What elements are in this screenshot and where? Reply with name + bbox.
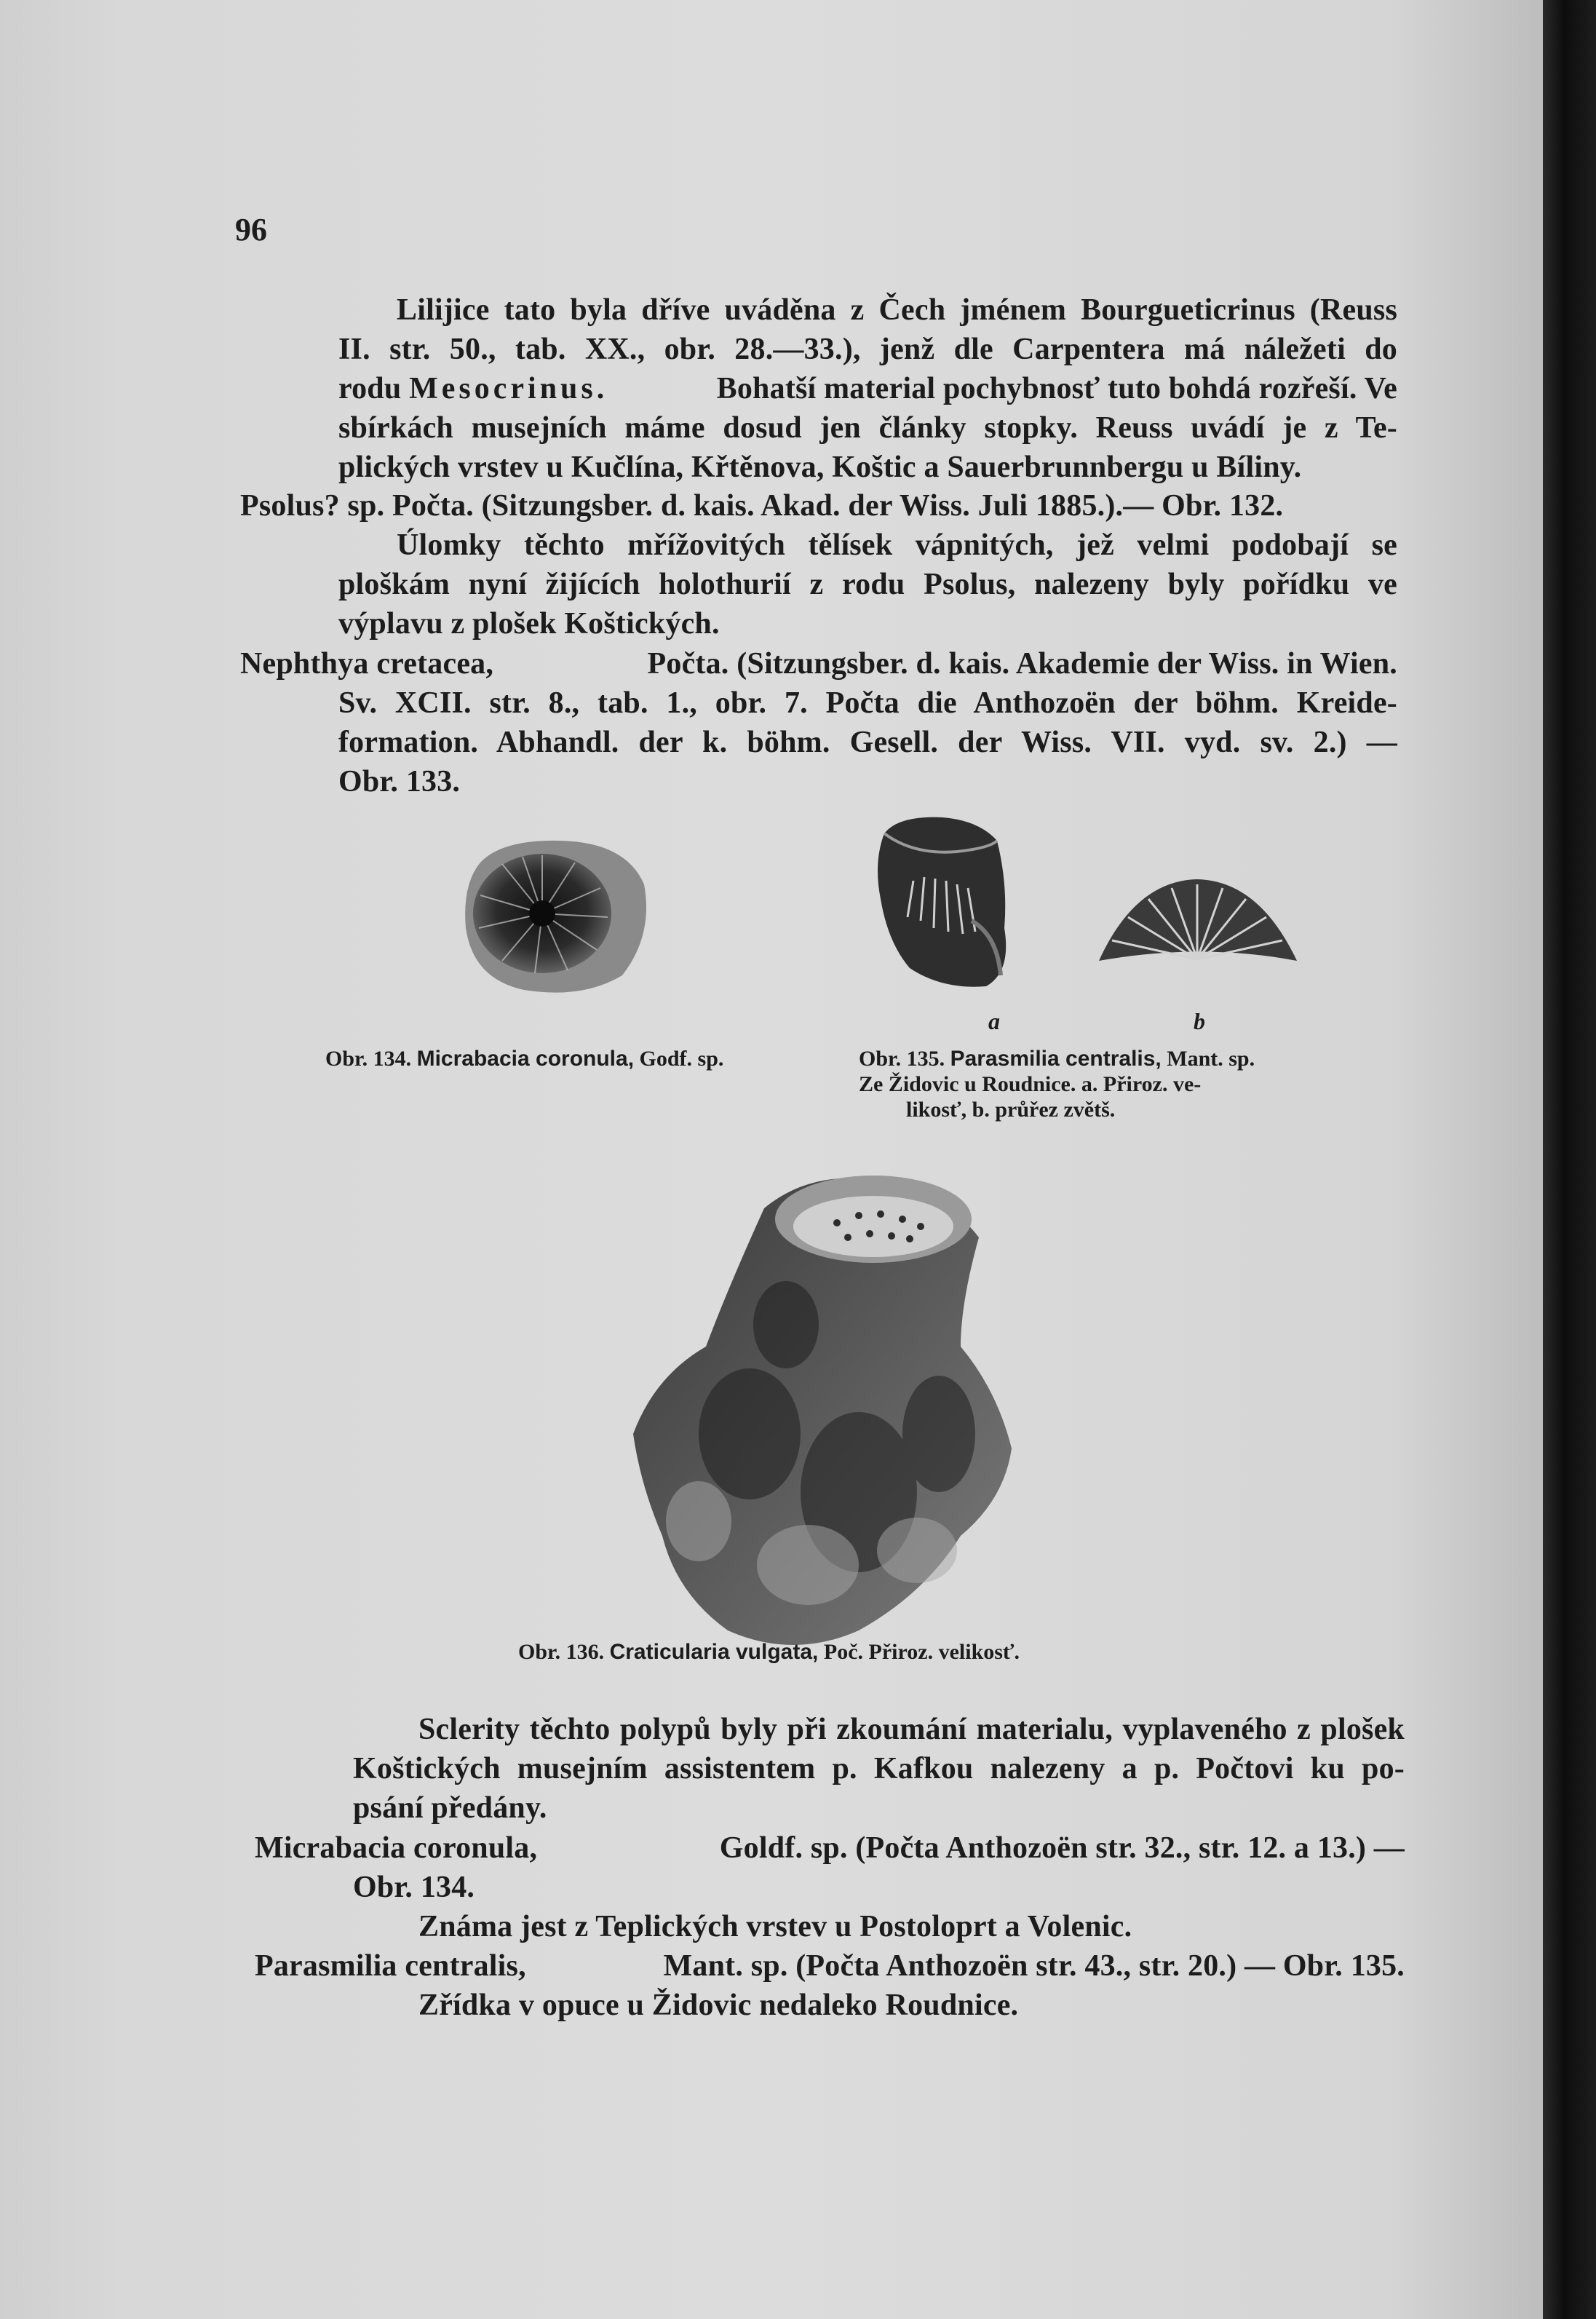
text-line: II. str. 50., tab. XX., obr. 28.—33.), jenž dle Carpentera má náležeti do	[338, 333, 1397, 366]
text-line: výplavu z plošek Koštických.	[338, 607, 720, 641]
text-line: Zřídka v opuce u Židovic nedaleko Roudnice.	[418, 1989, 1019, 2022]
caption-species: Micrabacia coronula,	[416, 1047, 635, 1071]
figure-136-caption	[518, 1641, 1020, 1663]
text-fragment: Bohatší material pochybnosť tuto bohdá rozřeší. Ve	[716, 372, 1397, 405]
figure-135-caption-line3: likosť, b. průřez zvětš.	[906, 1098, 1116, 1122]
species-heading: Psolus?	[240, 489, 340, 523]
text-line: psání předány.	[353, 1791, 547, 1825]
page-edge-shadow	[1543, 0, 1596, 2319]
species-heading: Nephthya cretacea,	[240, 647, 494, 681]
text-line: Sclerity těchto polypů byly při zkoumání materialu, vyplaveného z plošek	[418, 1713, 1405, 1746]
caption-number: Obr. 135.	[859, 1047, 945, 1071]
text-line: plických vrstev u Kučlína, Křtěnova, Koštic a Sauerbrunnbergu u Bíliny.	[338, 451, 1302, 484]
text-line: formation. Abhandl. der k. böhm. Gesell. der Wiss. VII. vyd. sv. 2.) —	[338, 726, 1397, 759]
text-line-group	[338, 373, 1397, 404]
figure-135b-image	[1092, 873, 1303, 968]
figure-135-caption-line2: Ze Židovic u Roudnice. a. Přiroz. ve-	[859, 1072, 1202, 1096]
figure-134-caption	[325, 1048, 723, 1070]
text-line: Lilijice tato byla dříve uváděna z Čech jménem Bourgueticrinus (Reuss	[397, 293, 1397, 327]
species-heading: Parasmilia centralis,	[255, 1949, 526, 1983]
text-line: ploškám nyní žijících holothurií z rodu Psolus, nalezeny byly pořídku ve	[338, 568, 1397, 601]
page-number: 96	[235, 212, 267, 247]
text-line: sbírkách musejních máme dosud jen články stopky. Reuss uvádí je z Te-	[338, 411, 1397, 445]
caption-text: Godf. sp.	[639, 1047, 724, 1071]
species-heading: Micrabacia coronula,	[255, 1831, 538, 1865]
text-line: Úlomky těchto mřížovitých tělísek vápnitých, jež velmi podobají se	[397, 528, 1397, 562]
text-line: Sv. XCII. str. 8., tab. 1., obr. 7. Počta die Anthozoën der böhm. Kreide-	[338, 686, 1397, 720]
caption-number: Obr. 136.	[518, 1640, 605, 1664]
entry-line	[255, 1951, 1405, 1981]
text-line: Známa jest z Teplických vrstev u Postoloprt a Volenic.	[418, 1910, 1132, 1943]
entry-line	[255, 1833, 1405, 1863]
caption-number: Obr. 134.	[325, 1047, 412, 1071]
caption-species: Craticularia vulgata,	[609, 1640, 819, 1664]
caption-species: Parasmilia centralis,	[950, 1047, 1162, 1071]
text-fragment: Mant. sp. (Počta Anthozoën str. 43., str. 20.) — Obr. 135.	[663, 1949, 1405, 1983]
figure-135-caption	[859, 1048, 1255, 1070]
text-fragment: rodu	[338, 372, 402, 405]
text-fragment: Goldf. sp. (Počta Anthozoën str. 32., str. 12. a 13.) —	[719, 1831, 1405, 1865]
figure-134-image	[458, 833, 655, 1001]
genus-name-spaced: Mesocrinus.	[409, 372, 608, 405]
text-line: Koštických musejním assistentem p. Kafkou nalezeny a p. Počtovi ku po-	[353, 1752, 1405, 1785]
text-line: Obr. 134.	[353, 1871, 475, 1904]
figure-135a-label: a	[988, 1008, 1000, 1034]
figure-136-image	[619, 1157, 1033, 1667]
figure-135a-image	[870, 812, 1015, 994]
text-line: Obr. 133.	[338, 765, 461, 798]
figure-135b-label: b	[1194, 1008, 1205, 1034]
entry-line	[240, 649, 1397, 679]
caption-text: Poč. Přiroz. velikosť.	[823, 1640, 1020, 1664]
entry-line	[240, 491, 1283, 521]
text-fragment: Počta. (Sitzungsber. d. kais. Akademie der Wiss. in Wien.	[647, 647, 1397, 681]
caption-text: Mant. sp.	[1167, 1047, 1255, 1071]
text-fragment: sp. Počta. (Sitzungsber. d. kais. Akad. der Wiss. Juli 1885.).— Obr. 132.	[347, 489, 1284, 523]
